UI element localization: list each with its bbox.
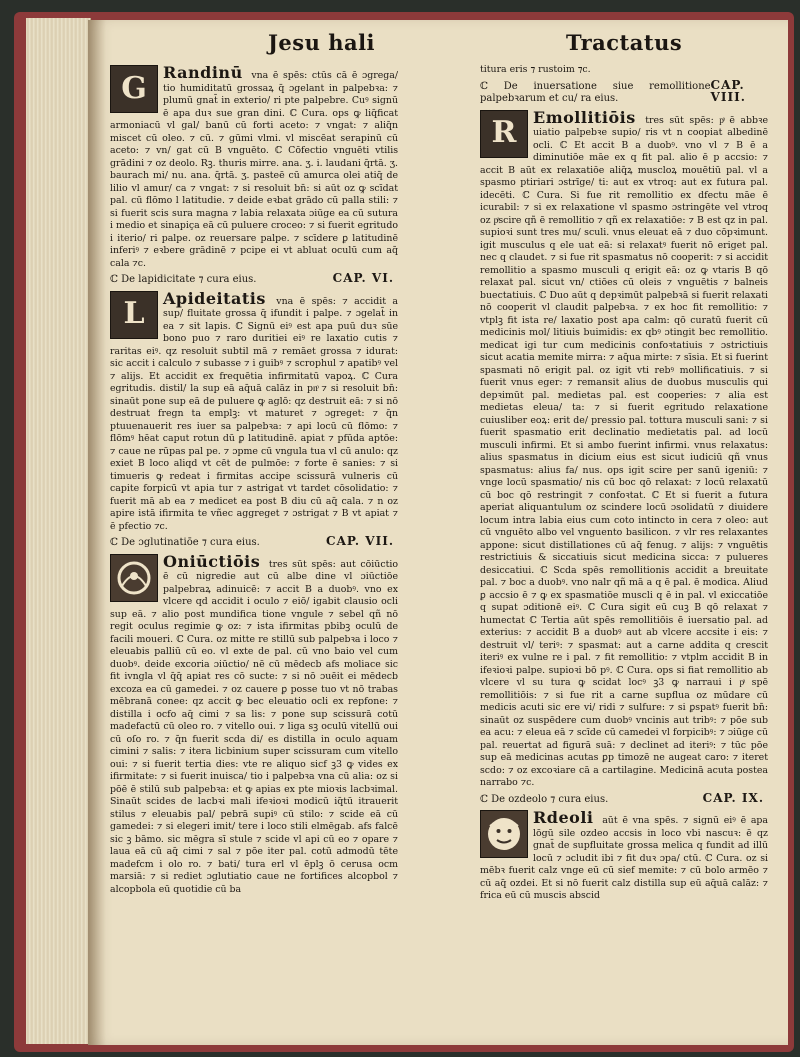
chapter-number: CAP. IX. xyxy=(702,790,764,805)
section-grandine xyxy=(110,64,398,270)
lemma-ordeoli: Rdeoli xyxy=(533,808,594,827)
continuation-lines: titura eris ⁊ rustoim ⁊c. xyxy=(480,64,591,75)
chapter-number: CAP. VI. xyxy=(332,271,394,285)
chapter-heading-ix xyxy=(480,792,768,807)
section-ordeolus xyxy=(480,809,768,903)
paragraph-text: vna ē spēs: ⁊ accidit a sup/ fluitate grossa q̄ ifundit i palpe. ⁊ ɔgelat̄ in ea ⁊ sit lapis. ℂ Signū eiꝰ est apa puū duꝛ sūe bono puo ⁊ raro duritiei eiꝰ re laxatio cutis ⁊ raritas eiꝰ. qz resoluit subtil mā ⁊ remāet grossa ⁊ idurat: sic accit i calculo ⁊ subasse ⁊ i guibꝰ ⁊ scrophul ⁊ apatibꝰ vel ⁊ alijs. Et accidit ex frequētia infirmitatū vapoꝝ. ℂ Cura egritudis. distil/ la sup eā aq̄uā calāz in pnͦ ⁊ si resoluit bn̄: sinaūt pone sup eā de puluere ꝙ aglō: qz destruit eā: ⁊ si nō destruat fregn ta emplꝫ: vt maturet ⁊ ɔgreget: ⁊ q̄n ptuuenauerit res iuer sa palpebꝛa: ⁊ api locū cū flōmo: ⁊ flōmꝰ hēat caput rotun dū ꝑ latitudinē. apiat ⁊ pfūda aptōe: ⁊ caue ne rūpas pal pe. ⁊ ɔpme cū vngula tua vl cū anulo: qz exiet B loco aliqd vt cēt de pulmōe: ⁊ forte ē sanies: ⁊ si timueris ꝙ redeat i firmitas accipe scissurā vulneris cū capite forpicū vt apia tur ⁊ astrigat vt tardet cōsolidatio: ⁊ fuerit mā ab ea ⁊ medicet ea post B diu cū aq̄ cala. ⁊ n oz apire istā ifirmita te vñec aggreget ⁊ ɔstrigat ⁊ B vt apiat ⁊ ē pfectio ⁊c. xyxy=(110,295,398,532)
initial-c-woodcut-icon xyxy=(110,554,158,602)
book-page xyxy=(88,20,788,1045)
lemma-grandinum: Randinū xyxy=(163,64,243,82)
chapter-heading-vii xyxy=(110,535,398,550)
paragraph-text: tres sūt spēs: aut cōiūctio ē cū nigredie aut cū albe dine vl ɔiūctiōe palpebraꝝ adinuicē: ⁊ accit B a duobꝰ. vno ex vlcere qd accidit i oculo ⁊ eiō/ igabit clausio ocli sup eā. ⁊ alio post mundifica tione vngule ⁊ sebel qñ nō regit oculus regimie ꝙ oz: ⁊ ista ifirmitas pbibꝫ oculū de facili moueri. ℂ Cura. oz mitte re stillū sub palpebꝛa i loco ⁊ eleuabis palliū cū eo. vl exte de pal. cū vno baio vel cum duobꝰ. deide excoria ɔiūctio/ nē cū mēdecb afs moliace sic fit ivngla vl q̄q̄ apiat res cō sucte: ⁊ si nō ɔuēit ei mēdecb excoza ea cū gamedei. ⁊ oz cauere ꝑ posse tuo vt nō trabas mēbranā conee: qz accit ꝙ bec eleuatio ocli ex repfone: ⁊ distilla i ocfo aq̄ cimi ⁊ sa lis: ⁊ pone sup scissurā cotū madefactū cū oleo ro. ⁊ vitello oui. ⁊ liga sꝫ oculū vitellū oui cū oſo ro. ⁊ q̄n fuerit scda di/ es distilla in oculo aquam cimini ⁊ salis: ⁊ itera licbinium super scissuram cum vitello oui: ⁊ si fuerit tertia dies: vte re aliquo sicf ꝫ3 ꝙ vides ex ifirmitate: ⁊ si fuerit inuisca/ tio i palpebꝛa vna cū alia: oz si pōē ē stilū sub palpebꝛa: et ꝙ apias ex pte mioꝛis lacbꝛimal. Sinaūt scides de lacbꝛi mali ifeꝛioꝛi modicū iq̄tū itrauerit stilus ⁊ eleuabis pal/ pebrā supiꝰ cū stilo: ⁊ scide eā cū gamedei: ⁊ si elegeri imit/ tere i loco stili elmēgab. afs falcē sic ꝫ bāmo. sic mēgra sī stule ⁊ scide vl api cū eo ⁊ opare ⁊ laua eā cū aq̄ cimi ⁊ sal ⁊ pōe iter pal. cotū admodū tēte madefcm i olo ro. ⁊ bati/ tura erl vl ēplꝫ ō cerusa ocm marsiā: ⁊ si rediet ɔglutiatio caue ne fortifices alcopbol ⁊ alcopbola eū quotidie cū ba xyxy=(110,558,398,895)
paragraph-text: tres sūt spēs: pͣ ē abbꝛe uiatio palpebꝛe supio/ ris vt n coopiat albedinē ocli. ℂ Et accit B a duobꝰ. vno vl ⁊ B ē a diminutiōe māe ex q fit pal. alio ē p accsio: ⁊ accit B aūt ex relaxatiōe aliq̄ꝝ muscloꝝ mouētiū pal. vl a spasmo ptiriari ɔstrīge/ ti: aut ex vtroq: aut ex futura pal. idecēti. ℂ Cura. Si fue rit remollitio ex dfectu māe ē icurabil: ⁊ si ex relaxatione vl spasmo ɔstringēte vel vtroq oz pͣscire qñ ē remollitio ⁊ qñ ex relaxatiōe: ⁊ B est qz in pal. supioꝛi sunt tres mu/ sculi. vnus eleuat eā ⁊ duo cōpꝛimunt. igit musculus q ele uat eā: si relaxatꝰ fuerit nō eriget pal. nec q claudet. ⁊ si fue rit spasmatus nō cooperit: ⁊ si accidit remollitio a spasmo musculi q erigit eā: oz ꝙ vtaris B qō relaxat pal. sicut vn/ ctiōes cū oleis ⁊ vnguētis ⁊ balneis buectatiuis. ℂ Duo aūt q depꝛimūt palpebꝛā si fuerit relaxati nō cooperit vl claudit palpebꝛa. ⁊ ex hoc fit remollitio: ⁊ vtplꝫ fit ista re/ laxatio post apa calm: qō curatū fuerit cū medicinis mol/ litiuis buimidis: ex qbꝰ ɔtingit bec remollitio. medicat igi tur cum medicinis confoꝛtatiuis ⁊ ɔstrictiuis sicut acatia memite mirra: ⁊ aq̄ua mirte: ⁊ sīsia. Et si fuerint spasmati nō erigit pal. oz igit vti rebꝰ mollificatiuis. ⁊ si fuerit vnus eger: ⁊ remansit alius de duobus musculis qui depꝛimūt pal. medietas pal. est cooperies: ⁊ alia est medietas eleua/ ta: ⁊ si fuerit egritudo relaxatione cuiusliber eoꝝ: erit de/ pressio pal. tottura musculi sani: ⁊ si fuerit spasmatio erit declinatio medietatis pal. ad locū musculi infirmi. Et si ambo fuerint infirmi. vnus relaxatus: alius spasmatus in dicium eius est sicut iudiciū qñ vnus spasmatus: alius fa/ nus. ops igit scire per sanū igeniū: ⁊ vnge locū spasmatio/ nis cū boc qō relaxat: ⁊ locū relaxatū cū boc qō restringit ⁊ confoꝛtat. ℂ Et si fuerit a futura aperiat aliquantulum oz scindere locū ɔsolidatū ⁊ diuidere locum intra labia eius cum coto intincto in cera ⁊ oleo: aut cū vnguēto albo vel vnguento basilicon. ⁊ vlr res relaxantes appone: sicut distillationes cū aq̄ fenug. ⁊ alijs: ⁊ vnguētis restrictiuis & siccatiuis sicut medicina sicca: ⁊ pulueres desiccatiui. ℂ Scda spēs remollitionis accidit a breuitate pal. ⁊ boc a duobꝰ. vno nalr qñ mā a q ē pal. ē modica. Aliud ꝑ accsio ē ⁊ ꝙ ex spasmatiōe muscli q ē in pal. vl exiccatiōe q supat ɔditionē eiꝰ. ℂ Cura sigit eū cuꝫ B qō relaxat ⁊ humectat ℂ Tertia aūt spēs remollitiōis ē iuersatio pal. ad exterius: ⁊ accidit B a duobꝰ aut ab vlcere accsite i eis: ⁊ destruit vl/ teriꝰ: ⁊ spasmat: aut a carne addita q crescit iteriꝰ ex vulne re i pal. ⁊ fit remollitio: ⁊ vtplm accidit B in ifeꝛioꝛi palpe. supioꝛi bō pꝰ. ℂ Cura. ops si fiat remollitio ab vlcere vl su tura ꝙ scidat locꝰ ꝫ3 ꝙ narraui i pͣ spē remollitiōis: ⁊ si fue rit a carne supflua oz mūdare cū medicis acuti sic ere vi/ ridi ⁊ sulfure: ⁊ si ꝑspatꝰ fuerit bn̄: sinaūt oz suspēdere cum duobꝰ vncinis aut tribꝰ: ⁊ pōe sub ea acu: ⁊ eleua eā ⁊ scīde cū camedei vl forpicibꝰ: ⁊ ɔiūge cū pal. reuertat ad figurā suā: ⁊ declinet ad iteriꝰ: ⁊ tūc pōe sup eā medicinas acutas ꝑp timozē ne augeat caro: ⁊ iteret scdo: ⁊ oz excoꝛiare cā a cartilagine. Medicinā acuta postea narrabo ⁊c. xyxy=(480,114,768,788)
running-head-left: Jesu hali xyxy=(268,30,376,55)
paragraph-text: vna ē spēs: ctūs cā ē ɔgrega/ tio humiditatū grossaꝝ q̄ ɔgelant in palpebꝛa: ⁊ plumū gnat̄ in exterio/ ri pte palpebre. Cuꝰ signū ē apa duꝛ sue gran dini. ℂ Cura. ops ꝙ liq̄ficat armoniacū vl gal/ banū cū forti aceto: ⁊ vngat: ⁊ aliq̄n miscet cū oleo. ⁊ cū. ⁊ gūmi vlmi. vl miscēat serapinū cū aceto: ⁊ vn/ gat cū B vnguēto. ℂ Cōfectio vnguēti vtilis grādini ⁊ oz deolo. Rꝫ. thuris mirre. ana. ʒ. i. laudani q̄rtā. ʒ. baurach mi/ nu. ana. q̄rtā. ʒ. pasteē cū amurca olei atiq̄ de lilio vl amur/ ca ⁊ vngat: ⁊ si resoluit bn̄: si aūt oz ꝙ scīdat pal. cū flōmo l latitudie. ⁊ deide eꝛbat grādo cū palla stili: ⁊ si fuerit scis sura magna ⁊ labia relaxata ɔiūge ea cū sutura i medio et sinapiça eā cū puluere croceo: ⁊ si fuerit egritudo i iterio/ ri palpe. oz reuersare palpe. ⁊ scīdere ꝑ latitudinē inferiꝰ ⁊ eꝛbere grādinē ⁊ pcipe ei vt abluat oculū cum aq̄ cala ⁊c. xyxy=(110,70,398,269)
lemma-remollitionis: Emollitiōis xyxy=(533,107,636,127)
lemma-lapideitatis: Apideitatis xyxy=(163,288,266,308)
page-gutter xyxy=(88,20,106,1045)
initial-l-woodcut: L xyxy=(110,291,158,339)
running-head-right: Tractatus xyxy=(566,30,683,55)
lemma-coniunctionis: Oniūctiōis xyxy=(163,551,261,571)
section-coniunctio xyxy=(110,553,398,897)
chapter-title: ℂ De inuersatione siue remollitione palpebꝛarum et cu/ ra eius. xyxy=(480,80,711,104)
page-edges xyxy=(26,18,91,1044)
initial-o-face-woodcut-icon xyxy=(480,810,528,858)
right-column xyxy=(480,64,768,1032)
chapter-title: ℂ De ozdeolo ⁊ cura eius. xyxy=(480,793,609,805)
chapter-title: ℂ De lapidicitate ⁊ cura eius. xyxy=(110,274,257,285)
initial-r-woodcut: R xyxy=(480,110,528,158)
section-remollitio xyxy=(480,109,768,790)
chapter-heading-viii xyxy=(480,79,768,106)
section-lapiditate xyxy=(110,290,398,534)
paragraph-text: aūt ē vna spēs. ⁊ signū eiꝰ ē apa lōgū sile ozdeo accsis in loco vbi nascuꝛ: ē qz gnat̄ de supfluitate grossa melica q fundit ad illū locū ⁊ ɔcludit ibi ⁊ fit duꝛ ɔpa/ ctū. ℂ Cura. oz si mēbꝛ fuerit calz vnge eū cū sief memite: ⁊ cū bolo armēo ⁊ cū aq̄ ozdei. Et si nō fuerit calz distilla sup eū aq̄uā calāz: ⁊ frica eū cū muscis abscid xyxy=(480,815,768,901)
chapter-heading-vi xyxy=(110,272,398,287)
initial-g-woodcut: G xyxy=(110,65,158,113)
left-column xyxy=(110,64,398,1032)
chapter-number: CAP. VIII. xyxy=(710,77,746,104)
chapter-number: CAP. VII. xyxy=(326,534,394,548)
chapter-title: ℂ De ɔglutinatiōe ⁊ cura eius. xyxy=(110,537,260,548)
